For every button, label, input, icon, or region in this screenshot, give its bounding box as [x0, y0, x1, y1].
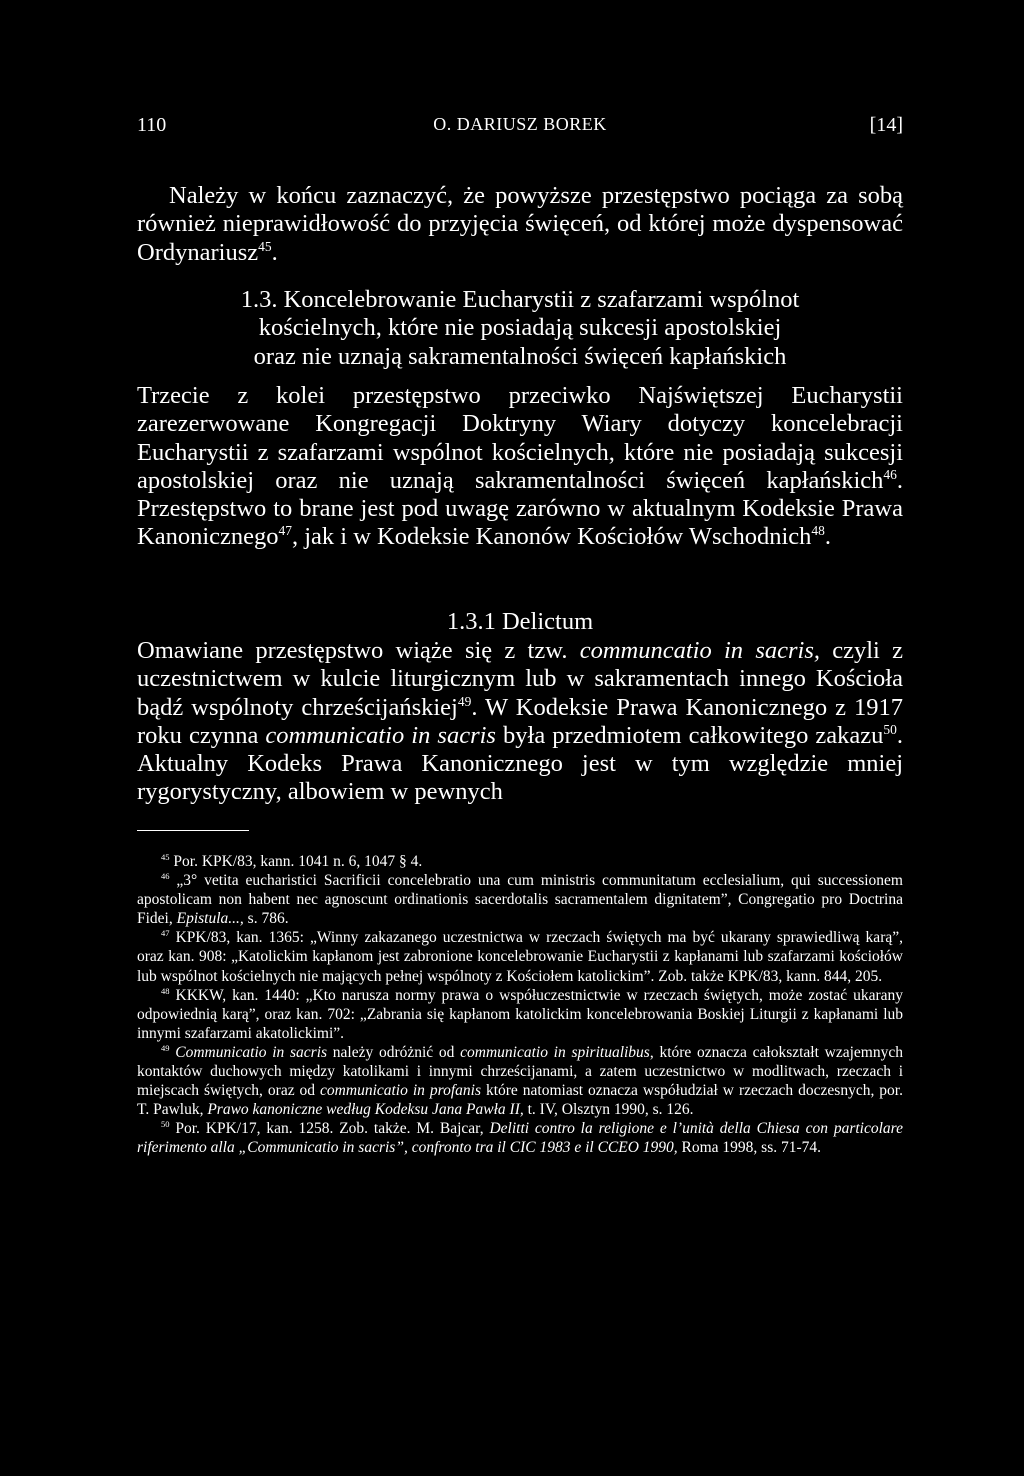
- paragraph-3-part-2: czyli z uczestnictwem w kulcie liturgicznym lub w sakramentach innego Kościoła bądź wspólnoty chrześcijańskiej: [137, 637, 903, 721]
- footnote-50-text-1: Por. KPK/17, kan. 1258. Zob. także. M. Bajcar,: [169, 1120, 490, 1138]
- page-number: 110: [137, 114, 167, 136]
- footnote-ref-50: 50: [883, 721, 897, 737]
- footnote-45-text: Por. KPK/83, kann. 1041 n. 6, 1047 § 4.: [169, 853, 423, 870]
- footnote-46-text-1: „3° vetita eucharistici Sacrificii concelebratio una cum ministris communitatum ecclesialium, qui successionem apostolicam non habent nec agnoscunt ordinationis sacerdotalis sacramentalem dignitatem”, Congregatio pro Doctrina Fidei,: [137, 872, 903, 928]
- section-heading: [137, 286, 903, 371]
- footnote-48-text: KKKW, kan. 1440: „Kto narusza normy prawa o współuczestnictwie w rzeczach świętych, może zostać ukarany odpowiednią karą”, oraz kan. 702: „Zabrania się kapłanom katolickim koncelebrowania Boskiej Liturgii z kapłanami lub innymi szafarzami akatolickimi”.: [137, 986, 903, 1042]
- footnote-ref-49: 49: [457, 693, 472, 709]
- paragraph-1-text: Należy w końcu zaznaczyć, że powyższe przestępstwo pociąga za sobą również nieprawidłowość do przyjęcia święceń, od której może dyspensować Ordynariusz: [137, 182, 903, 266]
- footnote-49: [137, 1043, 903, 1119]
- paragraph-3-part-4: była przedmiotem całkowitego zakazu: [495, 721, 884, 749]
- footnote-50-text-2: Roma 1998, ss. 71-74.: [677, 1139, 822, 1157]
- footnotes: [137, 852, 903, 1158]
- footnote-49-italic-2: communicatio in spiritualibus: [460, 1043, 650, 1061]
- footnote-50: [137, 1119, 903, 1157]
- footnote-ref-47: 47: [278, 523, 292, 539]
- footnote-49-text-4: t. IV, Olsztyn 1990, s. 126.: [523, 1101, 694, 1119]
- author-name: O. DARIUSZ BOREK: [433, 114, 607, 134]
- paragraph-2-part-4: .: [824, 523, 831, 551]
- paragraph-3-part-5: . Aktualny Kodeks Prawa Kanonicznego jest w tym względzie mniej rygorystyczny, albowiem w pewnych: [137, 721, 903, 806]
- paragraph-1-end: .: [271, 238, 278, 266]
- running-head: [137, 114, 903, 144]
- footnote-49-text-2: , które oznacza całokształt wzajemnych kontaktów duchowych między katolikami i innymi chrześcijanami, a zatem uczestnictwo w modlitwach, rzeczach i miejscach świętych, oraz od: [137, 1043, 903, 1100]
- footnote-49-italic-4: Prawo kanoniczne według Kodeksu Jana Pawła II,: [207, 1101, 524, 1119]
- subsection-heading: 1.3.1 Delictum: [446, 608, 594, 635]
- paragraph-3-italic-2: communicatio in sacris: [265, 721, 496, 749]
- footnote-46-number: 46: [161, 870, 170, 881]
- footnote-49-italic-1: Communicatio in sacris: [169, 1043, 328, 1061]
- footnote-50-italic: Delitti contro la religione e l’unità della Chiesa con particolare riferimento alla „Communicatio in sacris”, confronto tra il CIC 1983 e il CCEO 1990,: [137, 1120, 903, 1157]
- footnote-46-text-2: s. 786.: [243, 910, 289, 928]
- footnote-46-italic: Epistula...,: [176, 910, 244, 928]
- paragraph-2-part-1: Trzecie z kolei przestępstwo przeciwko Najświętszej Eucharystii zarezerwowane Kongregacji Doktryny Wiary dotyczy koncelebracji Eucharystii z szafarzami wspólnot kościelnych, które nie posiadają sukcesji apostolskiej oraz nie uznają sakramentalności święceń kapłańskich: [137, 382, 903, 494]
- section-heading-line-1: 1.3. Koncelebrowanie Eucharystii z szafarzami wspólnot: [240, 286, 800, 313]
- footnote-49-italic-3: communicatio in profanis: [320, 1082, 481, 1100]
- footnote-49-number: 49: [161, 1042, 170, 1053]
- footnote-48-number: 48: [161, 985, 170, 996]
- section-heading-line-3: oraz nie uznają sakramentalności święceń kapłańskich: [253, 342, 787, 370]
- section-number: [14]: [869, 114, 903, 136]
- paragraph-3: [137, 637, 903, 807]
- footnote-49-text-3: które natomiast oznacza współudział w rzeczach doczesnych, por. T. Pawluk,: [137, 1082, 903, 1119]
- paragraph-3-part-3: . W Kodeksie Prawa Kanonicznego z 1917 roku czynna: [137, 693, 903, 749]
- footnote-49-text-1: należy odróżnić od: [327, 1043, 461, 1061]
- footnote-ref-45: 45: [258, 238, 272, 254]
- footnote-divider: [137, 830, 249, 831]
- footnote-50-number: 50: [161, 1119, 170, 1130]
- paragraph-2-part-2: . Przestępstwo to brane jest pod uwagę zarówno w aktualnym Kodeksie Prawa Kanonicznego: [137, 466, 903, 551]
- footnote-47-number: 47: [161, 928, 170, 939]
- footnote-ref-48: 48: [811, 523, 825, 539]
- paragraph-2: [137, 382, 903, 552]
- footnote-47-text: KPK/83, kan. 1365: „Winny zakazanego uczestnictwa w rzeczach świętych ma być ukarany sprawiedliwą karą”, oraz kan. 908: „Katolickim kapłanom jest zabronione koncelebrowanie Eucharystii z kapłanami lub szafarzami kościołów lub wspólnot kościelnych nie mających pełnej wspólnoty z Kościołem katolickim”. Zob. także KPK/83, kann. 844, 205.: [137, 929, 903, 985]
- footnote-ref-46: 46: [883, 466, 897, 482]
- footnote-45: [137, 852, 903, 871]
- footnote-45-number: 45: [161, 851, 170, 862]
- paragraph-2-part-3: , jak i w Kodeksie Kanonów Kościołów Wschodnich: [291, 523, 812, 551]
- footnote-47: [137, 928, 903, 985]
- footnote-46: [137, 871, 903, 928]
- paragraph-1: [137, 182, 903, 267]
- section-heading-line-2: kościelnych, które nie posiadają sukcesji apostolskiej: [258, 314, 782, 342]
- paragraph-3-part-1: Omawiane przestępstwo wiąże się z tzw.: [137, 637, 580, 664]
- footnote-48: [137, 986, 903, 1043]
- paragraph-3-italic-1: communcatio in sacris,: [579, 637, 820, 664]
